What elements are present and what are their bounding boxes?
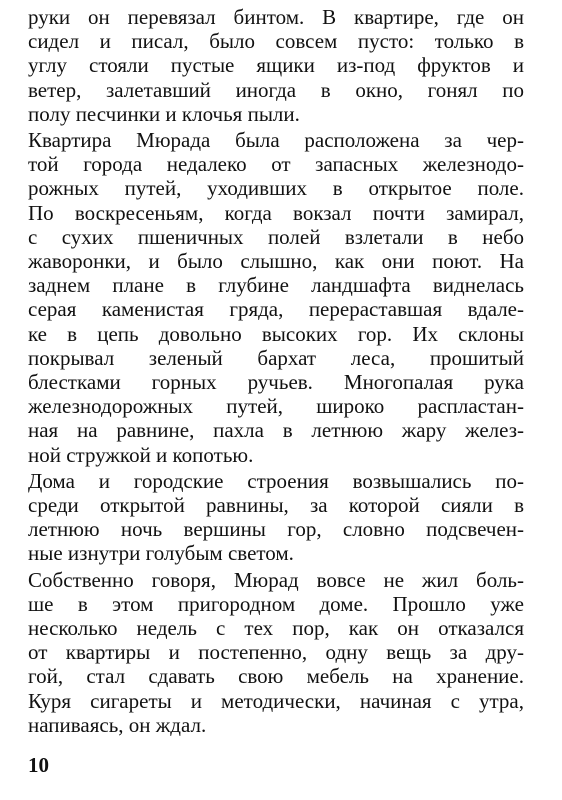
text-line: серая каменистая гряда, перераставшая вдале- xyxy=(28,297,524,322)
text-line: сидел и писал, было совсем пусто: только в xyxy=(28,29,524,54)
text-line: ной стружкой и копотью. xyxy=(28,442,254,467)
text-line: рожных путей, уходивших в открытое поле. xyxy=(28,176,524,201)
text-line: жаворонки, и было слышно, как они поют. На xyxy=(28,249,524,274)
text-line: среди открытой равнины, за которой сияли в xyxy=(28,493,524,518)
text-line: несколько недель с тех пор, как он отказался xyxy=(28,616,524,641)
text-line: той города недалеко от запасных железнодо- xyxy=(28,152,524,177)
text-line: Квартира Мюрада была расположена за чер- xyxy=(28,128,524,153)
text-line: ке в цепь довольно высоких гор. Их склоны xyxy=(28,321,524,346)
text-line: По воскресеньям, когда вокзал почти замирал, xyxy=(28,200,524,225)
text-line: заднем плане в глубине ландшафта виднелась xyxy=(28,273,524,298)
text-line: от квартиры и постепенно, одну вещь за дру- xyxy=(28,640,524,665)
text-line: Собственно говоря, Мюрад вовсе не жил боль- xyxy=(28,567,524,592)
paragraph xyxy=(28,5,524,126)
text-line: летнюю ночь вершины гор, словно подсвечен- xyxy=(28,517,524,542)
text-line: ная на равнине, пахла в летнюю жару желез- xyxy=(28,418,524,443)
text-line: Дома и городские строения возвышались по- xyxy=(28,468,524,493)
text-line: углу стояли пустые ящики из-под фруктов и xyxy=(28,53,524,78)
text-line: руки он перевязал бинтом. В квартире, где он xyxy=(28,5,524,29)
text-line: с сухих пшеничных полей взлетали в небо xyxy=(28,224,524,249)
text-line: полу песчинки и клочья пыли. xyxy=(28,101,300,126)
text-line: Куря сигареты и методически, начиная с утра, xyxy=(28,688,524,713)
text-line: ные изнутри голубым светом. xyxy=(28,541,294,566)
text-line: железнодорожных путей, широко распластан- xyxy=(28,394,524,419)
text-line: напиваясь, он ждал. xyxy=(28,712,207,737)
text-line: ветер, залетавший иногда в окно, гонял по xyxy=(28,77,524,102)
text-line: ше в этом пригородном доме. Прошло уже xyxy=(28,591,524,616)
paragraph xyxy=(28,128,524,467)
paragraph xyxy=(28,568,524,737)
paragraph xyxy=(28,469,524,566)
text-line: покрывал зеленый бархат леса, прошитый xyxy=(28,345,524,370)
text-line: блестками горных ручьев. Многопалая рука xyxy=(28,370,524,395)
page-number: 10 xyxy=(28,753,49,777)
page-body xyxy=(28,5,524,739)
text-line: гой, стал сдавать свою мебель на хранение. xyxy=(28,664,524,689)
